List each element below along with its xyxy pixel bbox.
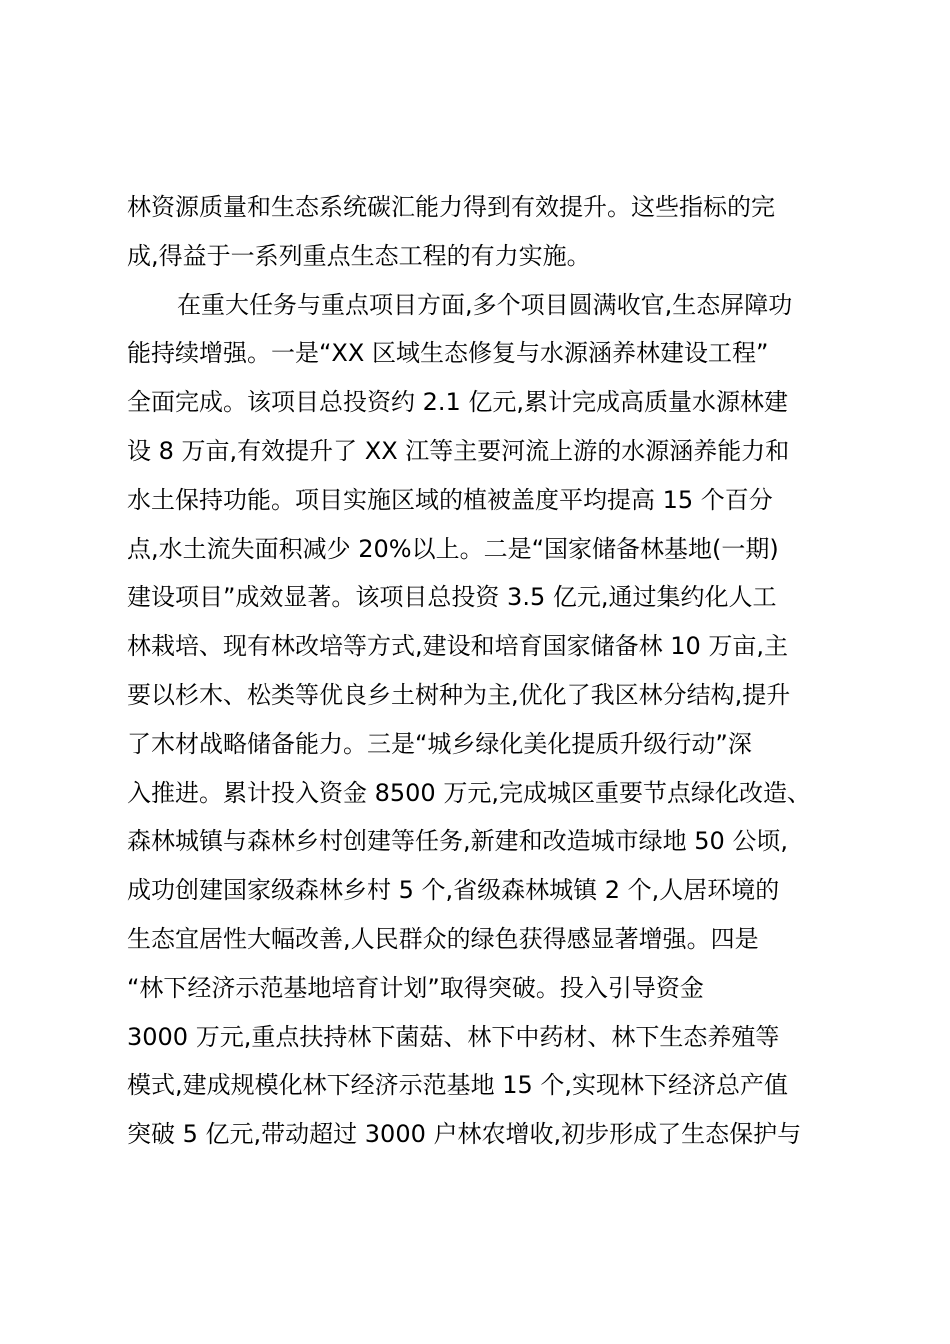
body-text (127, 183, 847, 1159)
paragraph-first-line: 在重大任务与重点项目方面,多个项目圆满收官,生态屏障功 (177, 290, 793, 319)
text-line: 突破 5 亿元,带动超过 3000 户林农增收,初步形成了生态保护与 (127, 1120, 802, 1149)
text-line: 生态宜居性大幅改善,人民群众的绿色获得感显著增强。四是 (127, 924, 759, 953)
text-line: 全面完成。该项目总投资约 2.1 亿元,累计完成高质量水源林建 (127, 388, 789, 417)
text-line: 能持续增强。一是“XX 区域生态修复与水源涵养林建设工程” (127, 339, 769, 368)
text-line: 入推进。累计投入资金 8500 万元,完成城区重要节点绿化改造、 (127, 778, 811, 807)
text-line: 设 8 万亩,有效提升了 XX 江等主要河流上游的水源涵养能力和 (127, 436, 790, 465)
text-line: 森林城镇与森林乡村创建等任务,新建和改造城市绿地 50 公顷, (127, 827, 789, 856)
text-line: 水土保持功能。项目实施区域的植被盖度平均提高 15 个百分 (127, 485, 773, 514)
text-line: 林资源质量和生态系统碳汇能力得到有效提升。这些指标的完 (127, 193, 775, 221)
text-line: 林栽培、现有林改培等方式,建设和培育国家储备林 10 万亩,主 (127, 632, 789, 661)
text-line: 成功创建国家级森林乡村 5 个,省级森林城镇 2 个,人居环境的 (127, 876, 780, 905)
text-line: 点,水土流失面积减少 20%以上。二是“国家储备林基地(一期) (127, 534, 779, 563)
text-line: 要以杉木、松类等优良乡土树种为主,优化了我区林分结构,提升 (127, 680, 791, 709)
text-line: “林下经济示范基地培育计划”取得突破。投入引导资金 (127, 973, 704, 1002)
text-line: 了木材战略储备能力。三是“城乡绿化美化提质升级行动”深 (127, 729, 752, 758)
text-line: 成,得益于一系列重点生态工程的有力实施。 (127, 241, 591, 270)
text-line: 模式,建成规模化林下经济示范基地 15 个,实现林下经济总产值 (127, 1071, 789, 1100)
text-line: 3000 万元,重点扶持林下菌菇、林下中药材、林下生态养殖等 (127, 1022, 780, 1051)
text-line: 建设项目”成效显著。该项目总投资 3.5 亿元,通过集约化人工 (127, 583, 777, 612)
